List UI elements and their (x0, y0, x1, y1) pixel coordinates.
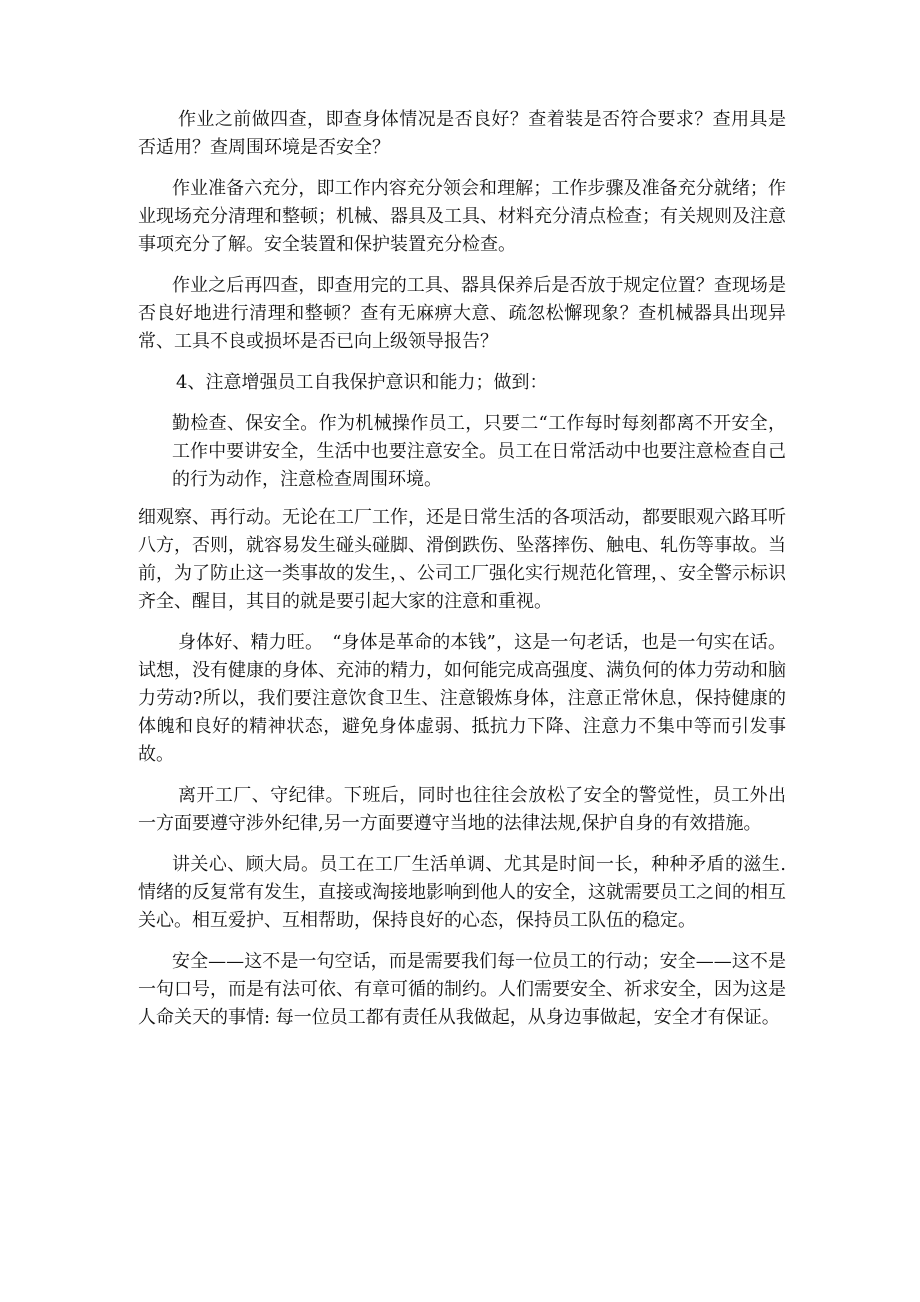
section-heading-self-protection: 4、注意增强员工自我保护意识和能力；做到： (176, 372, 548, 393)
paragraph-careful-observation: 细观察、再行动。无论在工厂工作，还是日常生活的各项活动，都要眼观六路耳听八方，否则，就容易发生碰头碰脚、滑倒跌伤、坠落摔伤、触电、轧伤等事故。当前，为了防止这一类事故的发生，、公司工厂强化实行规范化管理，、安全警示标识齐全、醒目，其目的就是要引起大家的注意和重视。 (138, 507, 786, 612)
paragraph-good-health: 身体好、精力旺。 “身体是革命的本钱”，这是一句老话，也是一句实在话。试想，没有健康的身体、充沛的精力，如何能完成高强度、满负何的体力劳动和脑力劳动?所以，我们要注意饮食卫生、注意锻炼身体，注意正常休息，保持健康的体魄和良好的精神状态，避免身体虚弱、抵抗力下降、注意力不集中等而引发事故。 (138, 632, 786, 765)
paragraph-four-checks-before-work: 作业之前做四查，即查身体情况是否良好？查着装是否符合要求？查用具是否适用？查周围环境是否安全？ (138, 109, 786, 158)
paragraph-four-checks-after-work: 作业之后再四查，即查用完的工具、器具保养后是否放于规定位置？查现场是否良好地进行清理和整顿？查有无麻痹大意、疏忽松懈现象？查机械器具出现异常、工具不良或损坏是否已向上级领导报告？ (138, 275, 786, 352)
paragraph-obey-discipline: 离开工厂、守纪律。下班后，同时也往往会放松了安全的警觉性，员工外出一方面要遵守涉外纪律,另一方面要遵守当地的法律法规,保护自身的有效措施。 (138, 785, 786, 834)
document-body (138, 106, 786, 1045)
paragraph-safety-conclusion: 安全——这不是一句空话，而是需要我们每一位员工的行动；安全——这不是一句口号，而是有法可依、有章可循的制约。人们需要安全、祈求安全，因为这是人命关天的事情: 每一位员工都有责任从我做起，从身边事做起，安全才有保证。 (138, 951, 786, 1028)
paragraph-six-preparations: 作业准备六充分，即工作内容充分领会和理解；工作步骤及准备充分就绪；作业现场充分清理和整顿；机械、器具及工具、材料充分清点检查；有关规则及注意事项充分了解。安全装置和保护装置充分检查。 (138, 178, 786, 255)
paragraph-care-for-others: 讲关心、顾大局。员工在工厂生活单调、尤其是时间一长，种种矛盾的滋生. 情绪的反复常有发生，直接或淘接地影响到他人的安全，这就需要员工之间的相互关心。相互爱护、互相帮助，保持良好的心态，保持员工队伍的稳定。 (138, 854, 786, 931)
paragraph-diligent-inspection: 勤检查、保安全。作为机械操作员工，只要二“工作每时每刻都离不开安全，工作中要讲安全，生活中也要注意安全。员工在日常活动中也要注意检查自己的行为动作，注意检查周围环境。 (172, 413, 786, 490)
